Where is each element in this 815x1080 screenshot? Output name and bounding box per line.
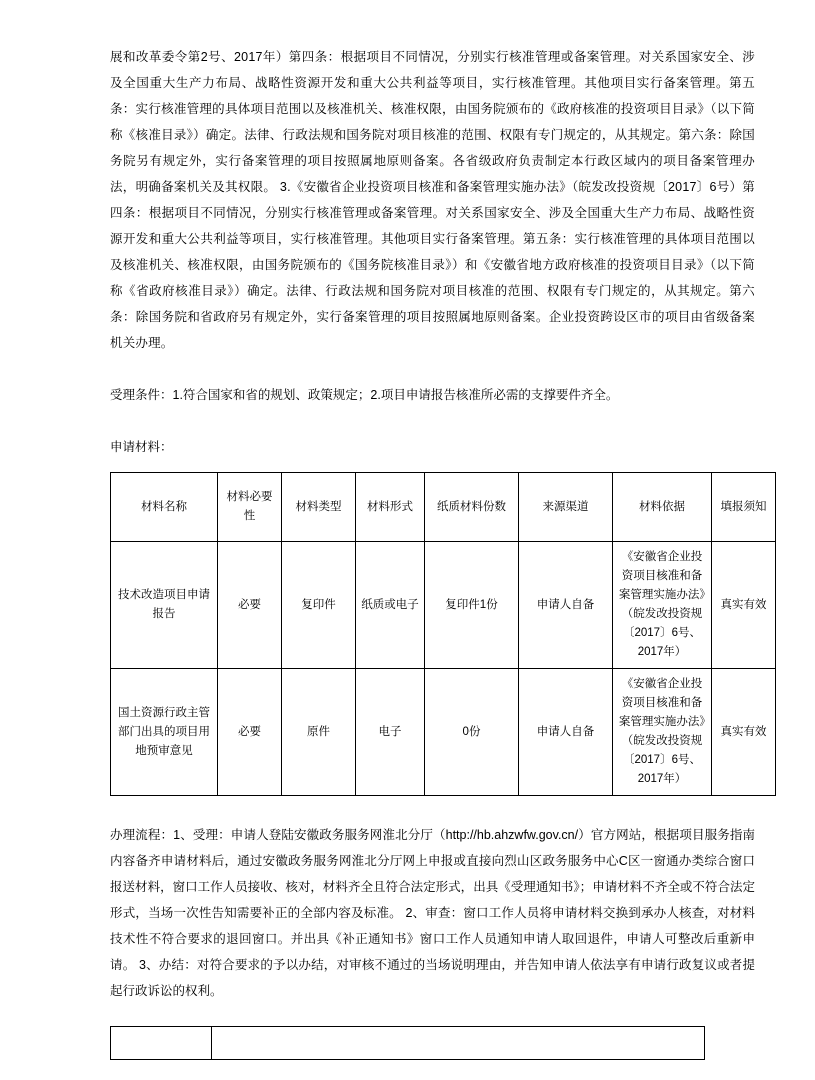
cell-source-channel: 申请人自备 <box>519 669 613 796</box>
header-paper-count: 纸质材料份数 <box>425 473 519 542</box>
cell-material-basis: 《安徽省企业投资项目核准和备案管理实施办法》（皖发改投资规〔2017〕6号、2017年） <box>613 542 712 669</box>
spacer-after-conditions <box>110 408 755 434</box>
header-material-necessity: 材料必要性 <box>218 473 282 542</box>
spacer-after-table <box>110 796 755 822</box>
cell-material-necessity: 必要 <box>218 542 282 669</box>
table-row <box>111 669 776 796</box>
cell-material-necessity: 必要 <box>218 669 282 796</box>
materials-table-body <box>111 542 776 796</box>
cell-material-name: 技术改造项目申请报告 <box>111 542 218 669</box>
cell-material-type: 原件 <box>282 669 356 796</box>
header-filing-notice: 填报须知 <box>712 473 776 542</box>
materials-table-head <box>111 473 776 542</box>
cell-source-channel: 申请人自备 <box>519 542 613 669</box>
cell-material-form: 电子 <box>356 669 425 796</box>
cell-filing-notice: 真实有效 <box>712 669 776 796</box>
cell-filing-notice: 真实有效 <box>712 542 776 669</box>
header-material-type: 材料类型 <box>282 473 356 542</box>
process-flow-paragraph: 办理流程：1、受理：申请人登陆安徽政务服务网淮北分厅（http://hb.ahzwfw.gov.cn/）官方网站，根据项目服务指南内容备齐申请材料后，通过安徽政务服务网淮北分厅网上申报或直接向烈山区政务服务中心C区一窗通办类综合窗口报送材料，窗口工作人员接收、核对，材料齐全且符合法定形式，出具《受理通知书》；申请材料不齐全或不符合法定形式，当场一次性告知需要补正的全部内容及标准。 2、审查：窗口工作人员将申请材料交换到承办人核查，对材料技术性不符合要求的退回窗口。并出具《补正通知书》窗口工作人员通知申请人取回退件，申请人可整改后重新申请。 3、办结：对符合要求的予以办结，对审核不通过的当场说明理由，并告知申请人依法享有申请行政复议或者提起行政诉讼的权利。 <box>110 828 755 998</box>
policy-body-paragraph: 展和改革委令第2号、2017年）第四条：根据项目不同情况，分别实行核准管理或备案管理。对关系国家安全、涉及全国重大生产力布局、战略性资源开发和重大公共利益等项目，实行核准管理。其他项目实行备案管理。第五条：实行核准管理的具体项目范围以及核准机关、核准权限，由国务院颁布的《政府核准的投资项目目录》（以下简称《核准目录》）确定。法律、行政法规和国务院对项目核准的范围、权限有专门规定的，从其规定。第六条：除国务院另有规定外，实行备案管理的项目按照属地原则备案。各省级政府负责制定本行政区域内的项目备案管理办法，明确备案机关及其权限。 3.《安徽省企业投资项目核准和备案管理实施办法》（皖发改投资规〔2017〕6号）第四条：根据项目不同情况，分别实行核准管理或备案管理。对关系国家安全、涉及全国重大生产力布局、战略性资源开发和重大公共利益等项目，实行核准管理。其他项目实行备案管理。第五条：实行核准管理的具体项目范围以及核准机关、核准权限，由国务院颁布的《国务院核准目录》）和《安徽省地方政府核准的投资项目目录》（以下简称《省政府核准目录》）确定。法律、行政法规和国务院对项目核准的范围、权限有专门规定的，从其规定。第六条：除国务院和省政府另有规定外，实行备案管理的项目按照属地原则备案。企业投资跨设区市的项目由省级备案机关办理。 <box>110 50 755 350</box>
application-materials-label: 申请材料： <box>110 440 173 454</box>
table-row <box>111 542 776 669</box>
cell-material-type: 复印件 <box>282 542 356 669</box>
cell-paper-count: 复印件1份 <box>425 542 519 669</box>
header-material-form: 材料形式 <box>356 473 425 542</box>
acceptance-conditions-paragraph: 受理条件：1.符合国家和省的规划、政策规定；2.项目申请报告核准所必需的支撑要件齐全。 <box>110 388 619 402</box>
materials-table-header-row <box>111 473 776 542</box>
header-material-name: 材料名称 <box>111 473 218 542</box>
header-source-channel: 来源渠道 <box>519 473 613 542</box>
application-materials-table <box>110 472 776 796</box>
header-material-basis: 材料依据 <box>613 473 712 542</box>
cell-material-basis: 《安徽省企业投资项目核准和备案管理实施办法》（皖发改投资规〔2017〕6号、2017年） <box>613 669 712 796</box>
cell-paper-count: 0份 <box>425 669 519 796</box>
cell-material-form: 纸质或电子 <box>356 542 425 669</box>
cell-material-name: 国土资源行政主管部门出具的项目用地预审意见 <box>111 669 218 796</box>
